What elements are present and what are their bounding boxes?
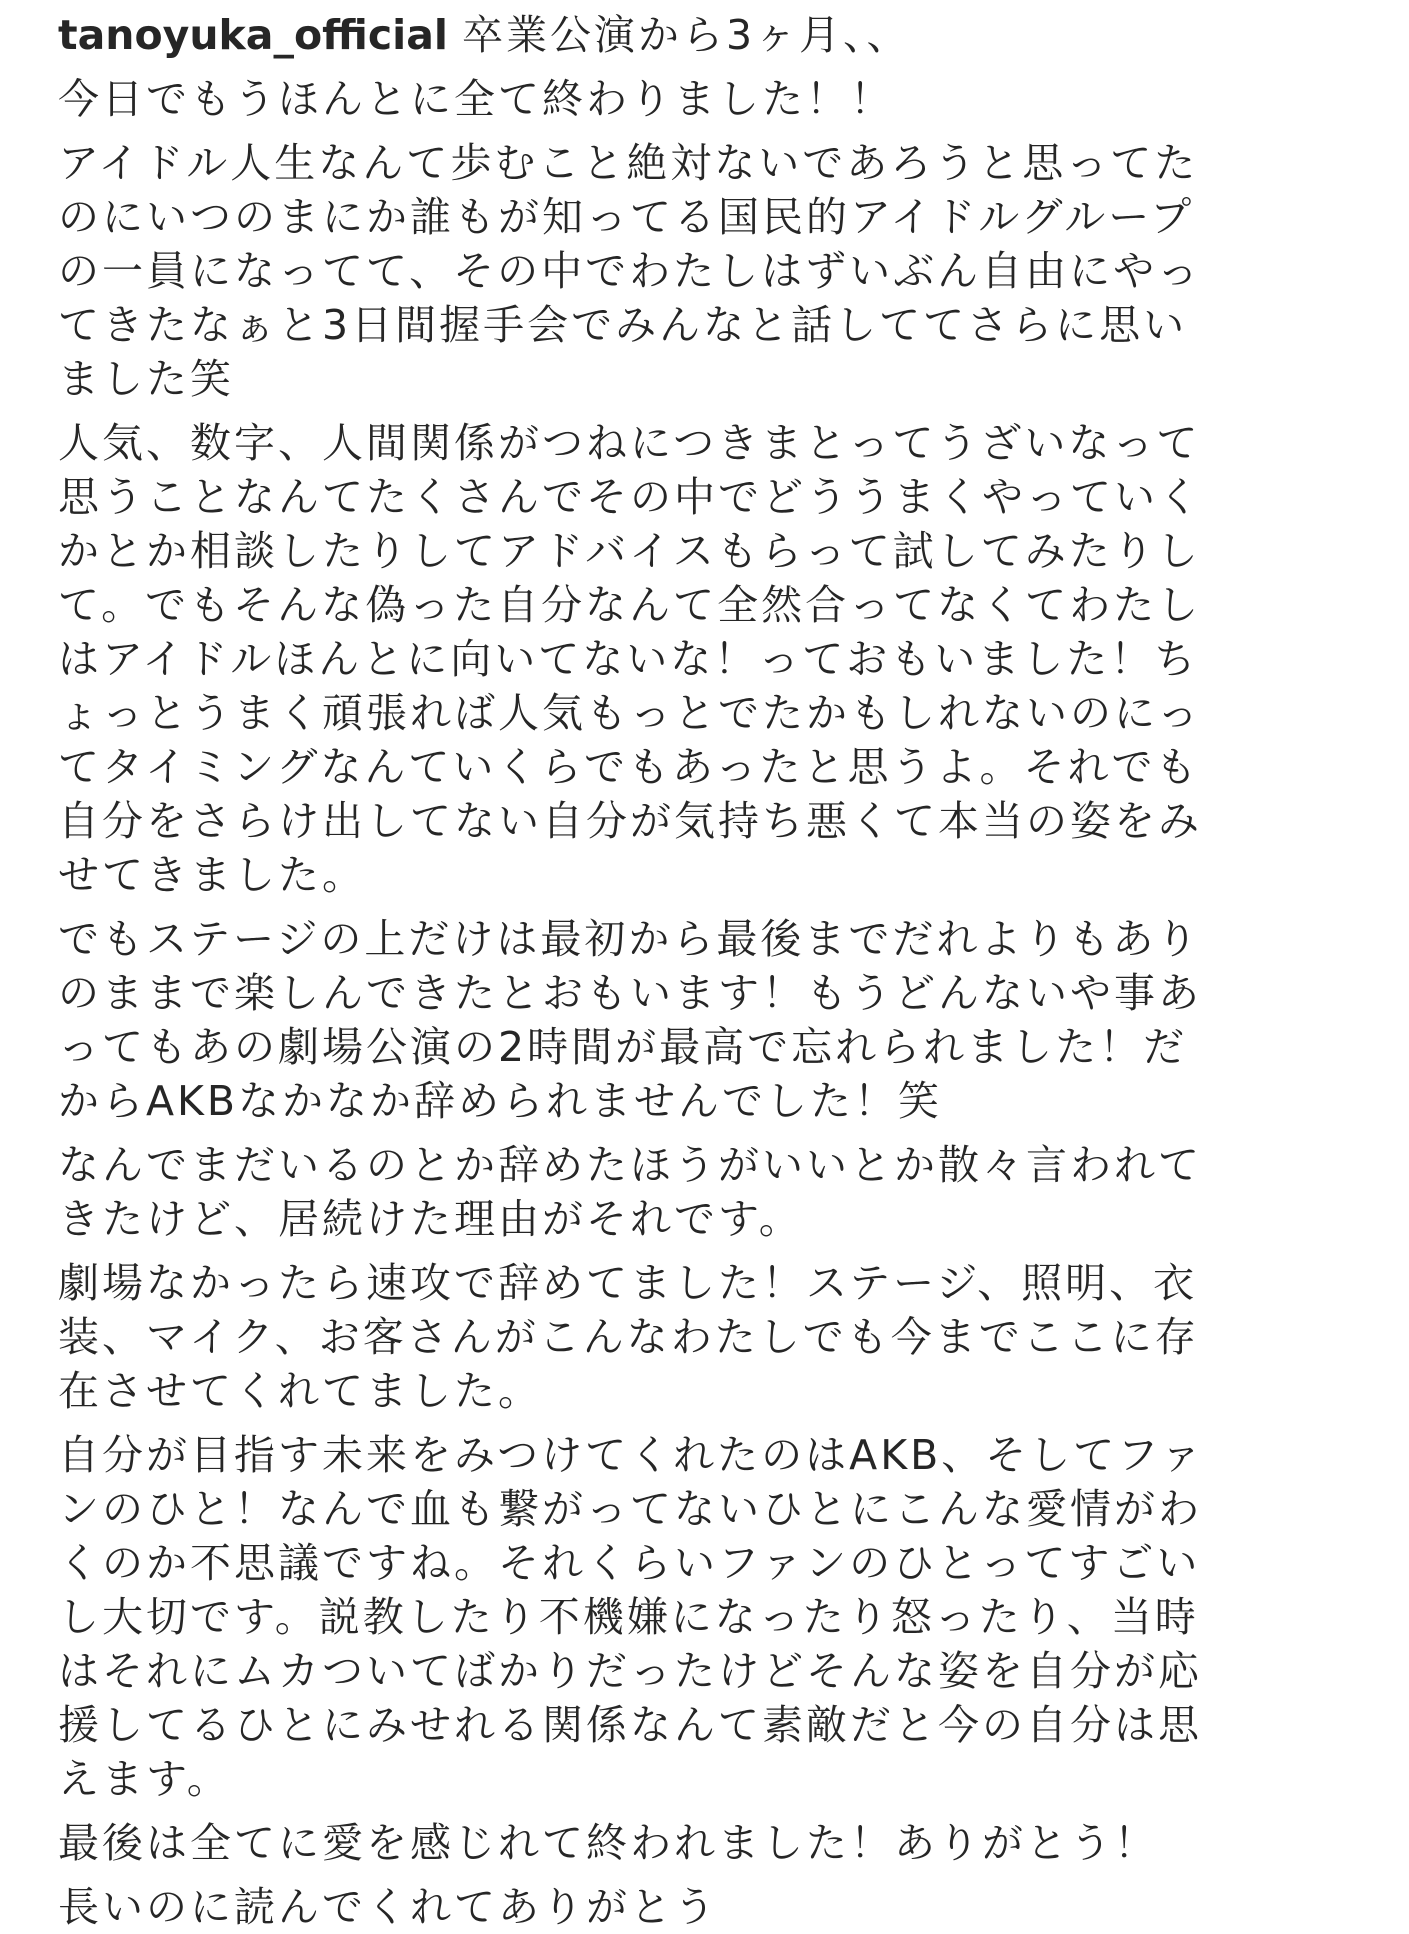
caption-line: ンのひと！なんで血も繋がってないひとにこんな愛情がわ [58, 1485, 1202, 1533]
caption-line: 自分が目指す未来をみつけてくれたのはAKB、そしてファ [58, 1431, 1205, 1479]
caption-line: 装、マイク、お客さんがこんなわたしでも今までここに存 [58, 1313, 1199, 1361]
caption-line: ってもあの劇場公演の2時間が最高で忘れられました！だ [58, 1023, 1188, 1071]
caption-line: 劇場なかったら速攻で辞めてました！ステージ、照明、衣 [58, 1259, 1198, 1307]
caption-line: からAKBなかなか辞められませんでした！笑 [58, 1077, 943, 1125]
caption-line: し大切です。説教したり不機嫌になったり怒ったり、当時 [58, 1593, 1199, 1641]
caption-line: のにいつのまにか誰もが知ってる国民的アイドルグループ [58, 193, 1195, 241]
caption-line: はアイドルほんとに向いてないな！っておもいました！ち [58, 635, 1199, 683]
caption-line: て。でもそんな偽った自分なんて全然合ってなくてわたし [58, 581, 1202, 629]
caption-line: ょっとうまく頑張れば人気もっとでたかもしれないのにっ [58, 689, 1202, 737]
caption-line: なんでまだいるのとか辞めたほうがいいとか散々言われて [58, 1141, 1202, 1189]
caption-line: 在させてくれてました。 [58, 1367, 542, 1415]
caption-line: 最後は全てに愛を感じれて終われました！ありがとう！ [58, 1819, 1158, 1867]
caption-line: せてきました。 [58, 851, 366, 899]
caption-line: 自分をさらけ出してない自分が気持ち悪くて本当の姿をみ [58, 797, 1202, 845]
caption-line: でもステージの上だけは最初から最後までだれよりもあり [58, 915, 1201, 963]
caption-line: 援してるひとにみせれる関係なんて素敵だと今の自分は思 [58, 1701, 1202, 1749]
caption-line: くのか不思議ですね。それくらいファンのひとってすごい [58, 1539, 1201, 1587]
caption-line: きたけど、居続けた理由がそれです。 [58, 1195, 803, 1243]
post-caption [58, 8, 1348, 1934]
caption-line: アイドル人生なんて歩むこと絶対ないであろうと思ってた [58, 139, 1199, 187]
caption-line: 思うことなんてたくさんでその中でどううまくやっていく [58, 473, 1202, 521]
caption-line: てきたなぁと3日間握手会でみんなと話しててさらに思い [58, 301, 1188, 349]
caption-line: の一員になってて、その中でわたしはずいぶん自由にやっ [58, 247, 1202, 295]
username-link[interactable]: tanoyuka_official [58, 11, 448, 59]
caption-line: えます。 [58, 1755, 231, 1803]
caption-line: 人気、数字、人間関係がつねにつきまとってうざいなって [58, 419, 1201, 467]
caption-line: はそれにムカついてばかりだったけどそんな姿を自分が応 [58, 1647, 1202, 1695]
caption-line: 今日でもうほんとに全て終わりました！！ [58, 75, 894, 123]
caption-line-clipped: 長いのに読んでくれてありがとう [58, 1883, 718, 1931]
caption-line: かとか相談したりしてアドバイスもらって試してみたりし [58, 527, 1201, 575]
caption-line: のままで楽しんできたとおもいます！もうどんないや事あ [58, 969, 1202, 1017]
caption-line: ました笑 [58, 355, 234, 403]
caption-text: 卒業公演から3ヶ月、、 [461, 11, 911, 59]
caption-line [58, 8, 1348, 62]
caption-line: てタイミングなんていくらでもあったと思うよ。それでも [58, 743, 1200, 791]
